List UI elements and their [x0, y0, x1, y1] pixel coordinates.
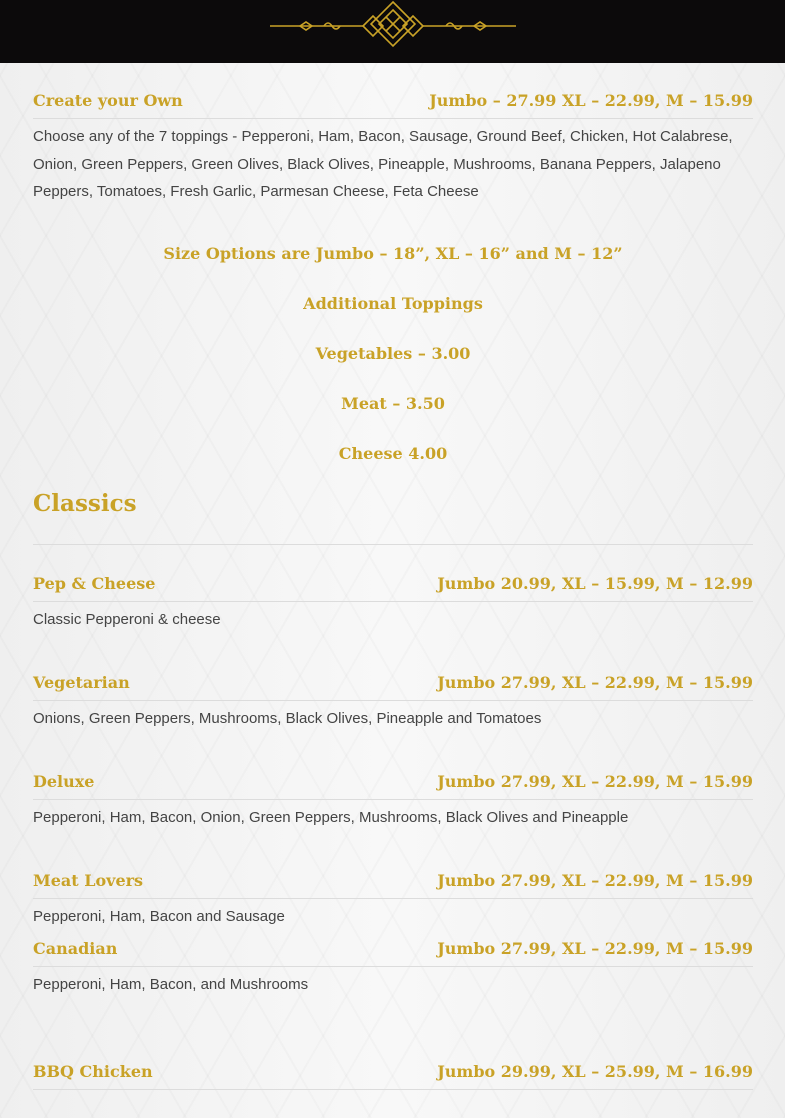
menu-item-description: Pepperoni, Ham, Bacon, Onion, Green Peppers, Mushrooms, Black Olives and Pineapple [33, 808, 629, 826]
menu-item-price: Jumbo – 27.99 XL – 22.99, M – 15.99 [429, 91, 753, 110]
section-divider [33, 529, 753, 545]
menu-item-name: Vegetarian [33, 673, 130, 692]
menu-item-vegetarian [33, 646, 753, 733]
menu-item-name: Deluxe [33, 771, 95, 791]
menu-item-header [33, 547, 753, 602]
header-bar [0, 0, 785, 63]
menu-item-description: Classic Pepperoni & cheese [33, 610, 221, 628]
meat-price: Meat – 3.50 [341, 393, 445, 413]
menu-item-name: Meat Lovers [33, 871, 144, 890]
menu-item-name: Create your Own [33, 91, 183, 110]
menu-item-header [33, 745, 753, 800]
menu-item-header [33, 63, 753, 119]
menu-item-name: Pep & Cheese [33, 573, 156, 593]
cheese-price: Cheese 4.00 [338, 443, 448, 463]
menu-item-header [33, 912, 753, 967]
menu-item-header [33, 1035, 753, 1090]
menu-item-price: Jumbo 27.99, XL – 22.99, M – 15.99 [437, 771, 753, 791]
menu-item-canadian [33, 912, 753, 999]
menu-item-deluxe [33, 745, 753, 832]
menu-item-bbq-chicken [33, 1035, 753, 1090]
menu-item-header [33, 844, 753, 899]
gold-knot-ornament-icon [268, 0, 518, 52]
menu-item-name: Canadian [33, 938, 118, 958]
menu-item-description: Pepperoni, Ham, Bacon and Sausage [33, 908, 285, 925]
vegetables-price: Vegetables – 3.00 [315, 343, 471, 363]
additional-toppings-heading: Additional Toppings [303, 293, 483, 313]
menu-item-name: BBQ Chicken [33, 1062, 153, 1081]
menu-item-price: Jumbo 27.99, XL – 22.99, M – 15.99 [437, 673, 753, 692]
menu-item-description: Choose any of the 7 toppings - Pepperoni, Ham, Bacon, Sausage, Ground Beef, Chicken, Hot Calabrese, Onion, Green Peppers, Green Olives, Black Olives, Pineapple, Mushrooms, Banana Peppers, Jalapeno Peppers, Tomatoes, Fresh Garlic, Parmesan Cheese, Feta Cheese [33, 128, 733, 200]
size-options-text: Size Options are Jumbo – 18”, XL – 16” and M – 12” [163, 243, 623, 263]
menu-item-price: Jumbo 29.99, XL – 25.99, M – 16.99 [437, 1062, 753, 1081]
menu-item-price: Jumbo 27.99, XL – 22.99, M – 15.99 [437, 871, 753, 890]
menu-item-description: Pepperoni, Ham, Bacon, and Mushrooms [33, 975, 309, 993]
classics-heading: Classics [33, 489, 137, 517]
menu-content [33, 63, 753, 1090]
menu-item-create-your-own [33, 63, 753, 206]
menu-item-header [33, 646, 753, 701]
menu-item-pep-cheese [33, 547, 753, 634]
menu-item-description: Onions, Green Peppers, Mushrooms, Black Olives, Pineapple and Tomatoes [33, 710, 542, 727]
menu-item-price: Jumbo 27.99, XL – 22.99, M – 15.99 [437, 938, 753, 958]
menu-item-price: Jumbo 20.99, XL – 15.99, M – 12.99 [437, 573, 753, 593]
